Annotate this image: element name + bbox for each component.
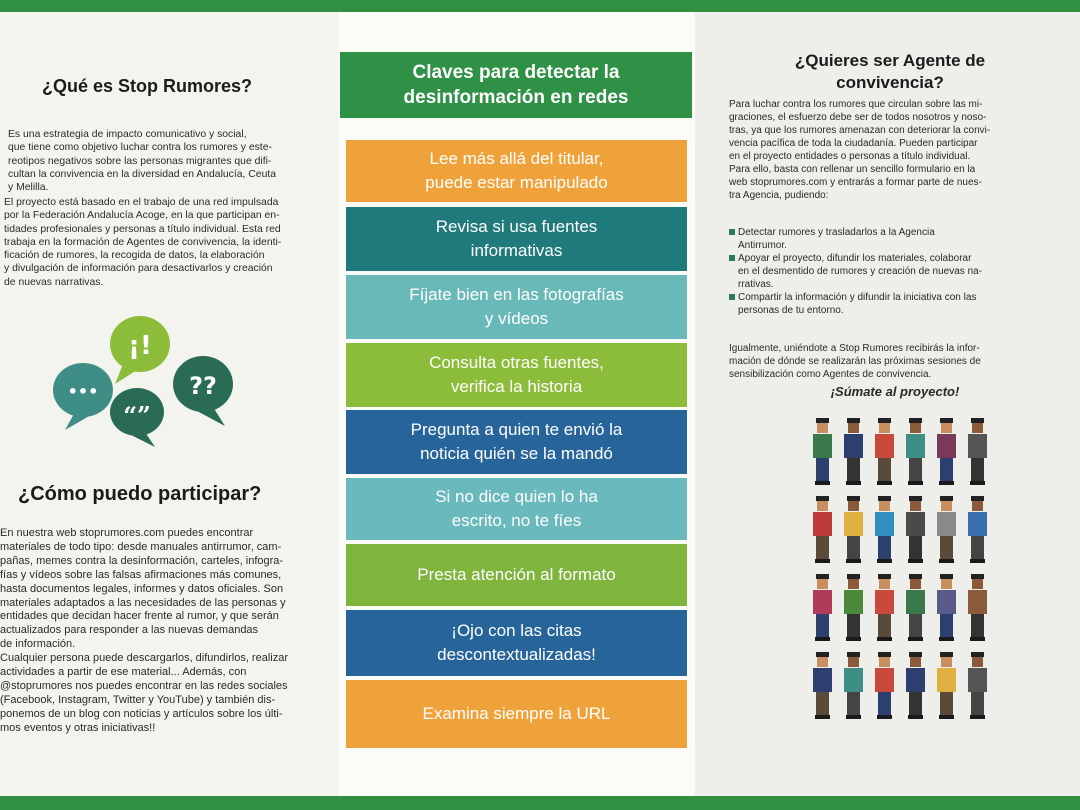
- tip-band: [346, 140, 687, 202]
- text-line: y Melilla.: [8, 182, 49, 194]
- tip-text: Lee más allá del titular, puede estar manipulado: [425, 149, 608, 192]
- speech-bubbles-illustration: [45, 312, 245, 447]
- text-line: actividades a partir de ese material... Además, con: [0, 666, 247, 679]
- person-figure-icon: [937, 418, 956, 485]
- text-line: fías y vídeos sobre las falsas afirmaciones más comunes,: [0, 568, 282, 581]
- person-figure-icon: [844, 496, 863, 563]
- agent-bullet-item: [729, 252, 1069, 291]
- middle-panel: [338, 0, 695, 810]
- text-line: tra Agencia, pudiendo:: [729, 190, 829, 201]
- text-line: ponemos de un blog con noticias y artículos sobre los últi-: [0, 707, 283, 720]
- ellipsis-bubble-icon: [53, 363, 113, 430]
- top-green-bar: [0, 0, 338, 12]
- people-illustration: [807, 416, 1007, 736]
- person-figure-icon: [968, 652, 987, 719]
- tip-band: [346, 275, 687, 339]
- text-line: cultan la convivencia en la diversidad en Andalucía, Ceuta: [8, 168, 277, 180]
- text-line: Detectar rumores y trasladarlos a la Agencia: [729, 226, 1069, 239]
- heading-como-participar: ¿Cómo puedo participar?: [18, 483, 262, 505]
- agent-bullet-item: [729, 291, 1069, 317]
- tip-text: Presta atención al formato: [417, 565, 616, 584]
- bottom-green-bar: [695, 796, 1080, 810]
- text-line: sensibilización como Agentes de convivencia.: [729, 369, 932, 380]
- project-paragraph: [4, 196, 334, 289]
- top-green-bar: [338, 0, 695, 12]
- svg-text:??: ??: [189, 372, 217, 400]
- tip-band: [346, 207, 687, 271]
- text-line: Es una estrategia de impacto comunicativo y social,: [8, 129, 247, 140]
- tip-band: [346, 610, 687, 676]
- text-line: de nuevas narrativas.: [4, 276, 104, 288]
- tip-text: Examina siempre la URL: [422, 704, 611, 723]
- tip-band: [346, 343, 687, 407]
- agent-bullet-list: [729, 226, 1069, 317]
- svg-text:“”: “”: [123, 401, 151, 430]
- intro-paragraph: [8, 128, 333, 194]
- text-line: (Facebook, Instagram, Twitter y YouTube) y también dis-: [0, 693, 276, 706]
- text-line: Cualquier persona puede descargarlos, difundirlos, realizar: [0, 652, 288, 665]
- person-figure-icon: [906, 574, 925, 641]
- text-line: y divulgación de información para desactivarlos y creación: [4, 263, 273, 275]
- person-figure-icon: [906, 418, 925, 485]
- keys-title: Claves para detectar la desinformación en redes: [403, 62, 629, 108]
- person-figure-icon: [875, 652, 894, 719]
- text-line: por la Federación Andalucía Acoge, en la que participan en-: [4, 210, 280, 222]
- text-line: Para ello, basta con rellenar un sencillo formulario en la: [729, 164, 976, 175]
- text-line: web stoprumores.com y entrarás a formar parte de nues-: [729, 177, 982, 188]
- text-line: En nuestra web stoprumores.com puedes encontrar: [0, 527, 254, 539]
- text-line: Compartir la información y difundir la iniciativa con las: [729, 291, 1069, 304]
- person-figure-icon: [875, 418, 894, 485]
- text-line: de información.: [0, 638, 76, 651]
- text-line: Igualmente, uniéndote a Stop Rumores recibirás la infor-: [729, 343, 980, 354]
- text-line: @stoprumores nos puedes encontrar en las redes sociales: [0, 679, 288, 692]
- person-figure-icon: [906, 496, 925, 563]
- person-figure-icon: [875, 574, 894, 641]
- text-line: en el desmentido de rumores y creación de nuevas na-: [738, 266, 983, 277]
- person-figure-icon: [844, 574, 863, 641]
- person-figure-icon: [968, 496, 987, 563]
- text-line: trabaja en la formación de Agentes de convivencia, la identi-: [4, 236, 282, 248]
- tip-band: [346, 478, 687, 540]
- text-line: rrativas.: [738, 279, 774, 290]
- right-panel: [695, 0, 1080, 810]
- text-line: Antirrumor.: [738, 240, 787, 251]
- exclamation-bubble-icon: [110, 316, 170, 384]
- tip-band: [346, 680, 687, 748]
- bottom-green-bar: [338, 796, 695, 810]
- text-line: El proyecto está basado en el trabajo de una red impulsada: [4, 197, 279, 208]
- person-figure-icon: [844, 418, 863, 485]
- svg-text:•••: •••: [67, 382, 99, 401]
- text-line: Apoyar el proyecto, difundir los materiales, colaborar: [729, 252, 1069, 265]
- join-cta: ¡Súmate al proyecto!: [830, 384, 960, 399]
- person-figure-icon: [906, 652, 925, 719]
- agent-paragraph: [729, 98, 1069, 202]
- heading-que-es: ¿Qué es Stop Rumores?: [42, 76, 253, 96]
- tip-text: Fíjate bien en las fotografías y vídeos: [409, 285, 624, 328]
- bullet-square-icon: [729, 229, 735, 235]
- text-line: mos eventos y otras iniciativas!!: [0, 721, 156, 734]
- tip-text: Consulta otras fuentes, verifica la historia: [429, 353, 604, 396]
- text-line: en el proyecto entidades o personas a título individual.: [729, 151, 971, 162]
- text-line: personas de tu entorno.: [738, 305, 844, 316]
- agent-closing-paragraph: [729, 342, 1069, 381]
- text-line: graciones, el esfuerzo debe ser de todos nosotros y noso-: [729, 112, 987, 123]
- person-figure-icon: [937, 496, 956, 563]
- person-figure-icon: [875, 496, 894, 563]
- person-figure-icon: [968, 574, 987, 641]
- text-line: actualizados para responder a las nuevas demandas: [0, 624, 259, 637]
- top-green-bar: [695, 0, 1080, 12]
- text-line: mación de dónde se realizarán las próximas sesiones de: [729, 356, 981, 367]
- text-line: materiales de todo tipo: desde manuales antirrumor, cam-: [0, 540, 282, 553]
- agent-bullet-item: [729, 226, 1069, 252]
- person-figure-icon: [844, 652, 863, 719]
- text-line: entidades que decidan hacer frente al rumor, y que serán: [0, 610, 279, 623]
- text-line: pañas, memes contra la desinformación, carteles, infogra-: [0, 554, 284, 567]
- person-figure-icon: [813, 496, 832, 563]
- tip-text: Revisa si usa fuentes informativas: [435, 217, 598, 260]
- tip-band: [346, 410, 687, 474]
- heading-agente: ¿Quieres ser Agente de convivencia?: [794, 51, 986, 92]
- left-panel: [0, 0, 338, 810]
- text-line: vencia pacífica de toda la ciudadanía. Pueden participar: [729, 138, 978, 149]
- person-figure-icon: [813, 418, 832, 485]
- person-figure-icon: [937, 652, 956, 719]
- person-figure-icon: [813, 652, 832, 719]
- tip-text: Pregunta a quien te envió la noticia quién se la mandó: [410, 420, 623, 463]
- tip-text: ¡Ojo con las citas descontextualizadas!: [437, 621, 596, 664]
- text-line: ficación de rumores, la recogida de datos, la elaboración: [4, 250, 265, 262]
- text-line: que tiene como objetivo luchar contra los rumores y este-: [8, 142, 272, 154]
- question-bubble-icon: [173, 356, 233, 426]
- text-line: hasta documentos legales, informes y datos oficiales. Son: [0, 582, 284, 595]
- text-line: materiales adaptados a las necesidades de las personas y: [0, 596, 286, 609]
- text-line: reotipos negativos sobre las personas migrantes que difi-: [8, 155, 272, 167]
- text-line: tras, ya que los rumores amenazan con deteriorar la convi-: [729, 125, 991, 136]
- person-figure-icon: [968, 418, 987, 485]
- quote-bubble-icon: [110, 388, 164, 447]
- bullet-square-icon: [729, 255, 735, 261]
- text-line: tidades profesionales y personas a título individual. Esta red: [4, 223, 281, 235]
- text-line: Para luchar contra los rumores que circulan sobre las mi-: [729, 99, 983, 110]
- svg-text:¡!: ¡!: [128, 331, 152, 361]
- tip-band: [346, 544, 687, 606]
- bullet-square-icon: [729, 294, 735, 300]
- keys-title-banner: [340, 52, 692, 118]
- tip-text: Si no dice quien lo ha escrito, no te fíes: [435, 487, 598, 530]
- participate-paragraph: [0, 527, 334, 736]
- bottom-green-bar: [0, 796, 338, 810]
- person-figure-icon: [937, 574, 956, 641]
- person-figure-icon: [813, 574, 832, 641]
